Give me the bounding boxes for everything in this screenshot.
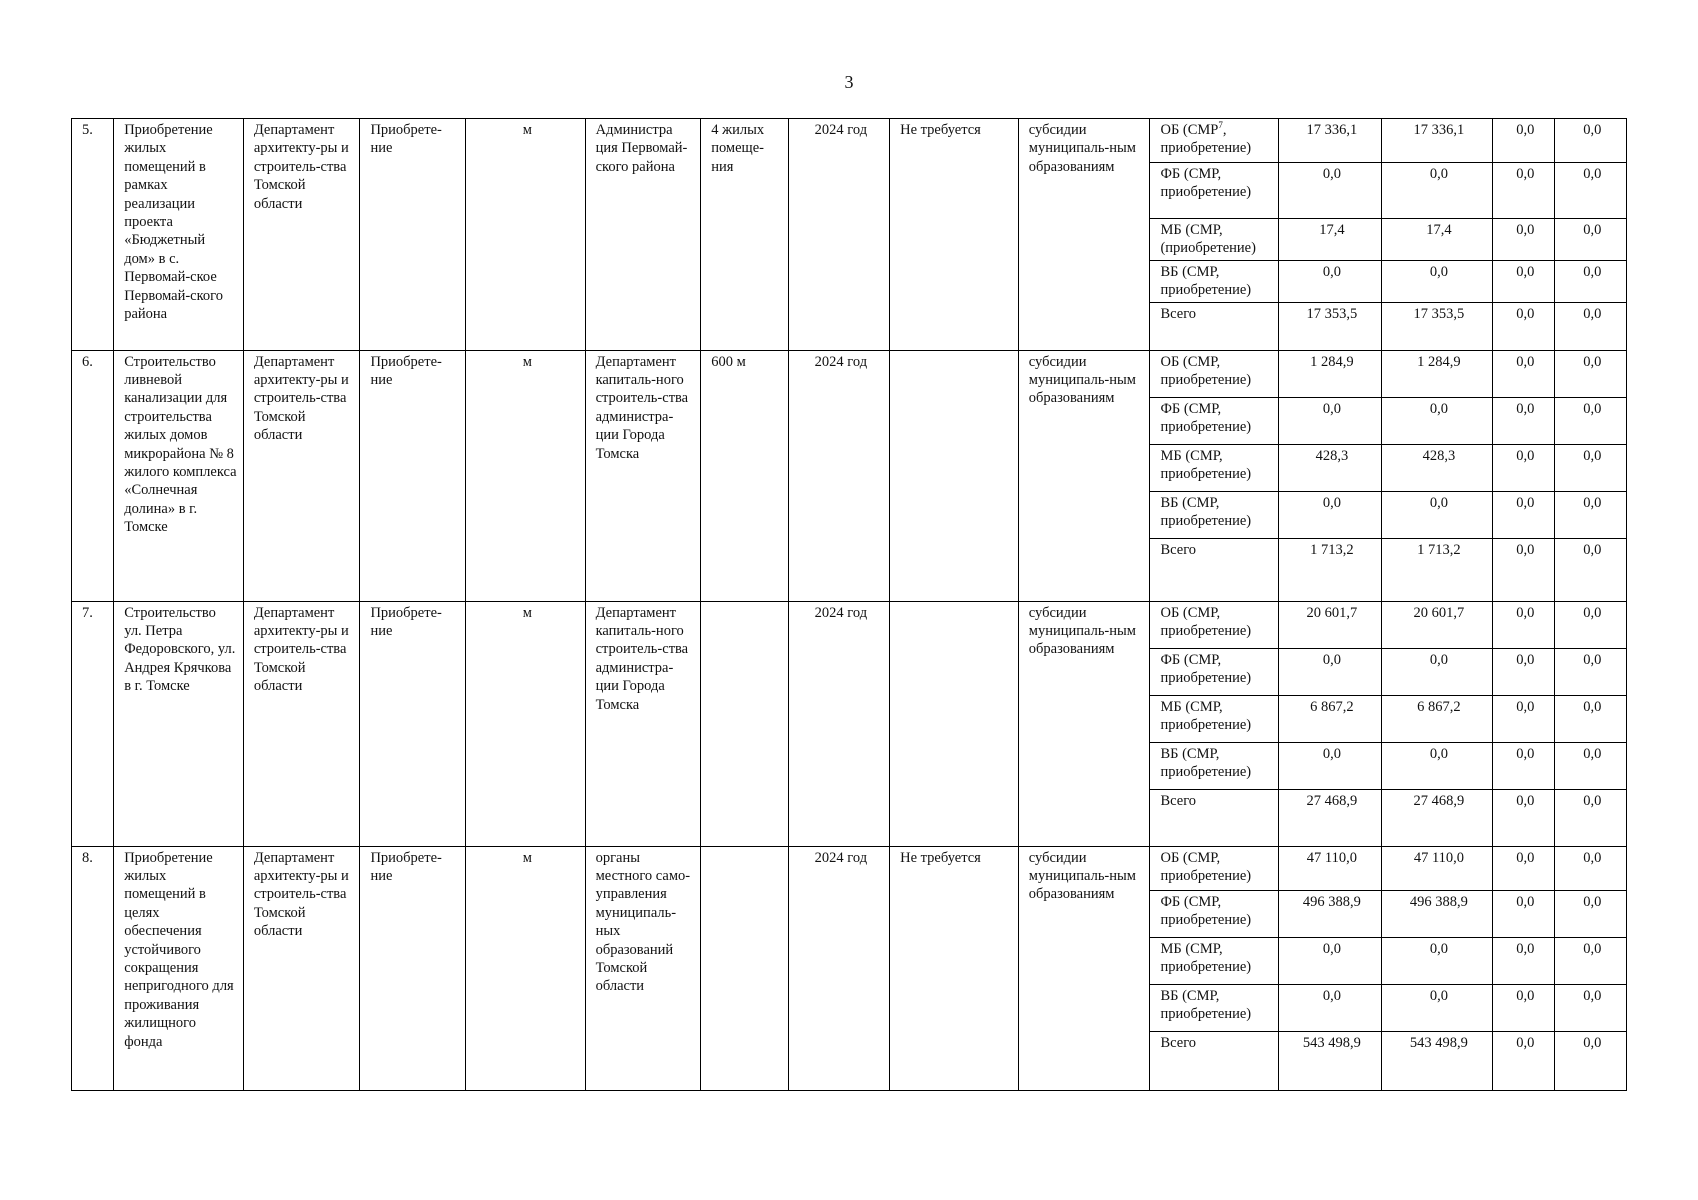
value-total: 27 468,9 xyxy=(1279,789,1382,846)
financing-form: субсидии муниципаль-ным образованиям xyxy=(1018,119,1150,351)
value-2024: 1 284,9 xyxy=(1381,350,1493,397)
table-row xyxy=(72,119,1627,163)
finance-source: Всего xyxy=(1150,789,1279,846)
financing-form: субсидии муниципаль-ным образованиям xyxy=(1018,601,1150,846)
work-type: Приобрете-ние xyxy=(360,119,466,351)
finance-source: ВБ (СМР, приобретение) xyxy=(1150,491,1279,538)
value-2025: 0,0 xyxy=(1493,984,1554,1031)
work-type: Приобрете-ние xyxy=(360,846,466,1090)
row-number: 5. xyxy=(72,119,114,351)
value-2026: 0,0 xyxy=(1554,1031,1626,1090)
expertise xyxy=(890,350,1019,601)
finance-source: МБ (СМР, приобретение) xyxy=(1150,937,1279,984)
value-2026: 0,0 xyxy=(1554,219,1626,261)
capacity: 4 жилых помеще-ния xyxy=(701,119,788,351)
unit: м xyxy=(465,846,585,1090)
value-2026: 0,0 xyxy=(1554,789,1626,846)
value-2026: 0,0 xyxy=(1554,601,1626,648)
page-number: 3 xyxy=(844,72,854,92)
value-2026: 0,0 xyxy=(1554,444,1626,491)
capacity xyxy=(701,846,788,1090)
value-2025: 0,0 xyxy=(1493,397,1554,444)
value-2024: 0,0 xyxy=(1381,397,1493,444)
value-2024: 496 388,9 xyxy=(1381,890,1493,937)
table-row xyxy=(72,350,1627,397)
value-2026: 0,0 xyxy=(1554,119,1626,163)
financing-form: субсидии муниципаль-ным образованиям xyxy=(1018,846,1150,1090)
project-name: Приобретение жилых помещений в целях обеспечения устойчивого сокращения непригодного для проживания жилищного фонда xyxy=(114,846,244,1090)
customer: Департамент капиталь-ного строитель-ства администра-ции Города Томска xyxy=(585,601,701,846)
row-number: 6. xyxy=(72,350,114,601)
value-2026: 0,0 xyxy=(1554,491,1626,538)
value-2025: 0,0 xyxy=(1493,444,1554,491)
value-total: 0,0 xyxy=(1279,648,1382,695)
value-total: 17 353,5 xyxy=(1279,302,1382,350)
value-2025: 0,0 xyxy=(1493,260,1554,302)
work-type: Приобрете-ние xyxy=(360,350,466,601)
value-2024: 20 601,7 xyxy=(1381,601,1493,648)
responsible-department: Департамент архитекту-ры и строитель-ства Томской области xyxy=(243,350,360,601)
row-number: 7. xyxy=(72,601,114,846)
value-total: 0,0 xyxy=(1279,937,1382,984)
value-2025: 0,0 xyxy=(1493,538,1554,601)
finance-source: МБ (СМР, приобретение) xyxy=(1150,695,1279,742)
work-type: Приобрете-ние xyxy=(360,601,466,846)
project-name: Строительство ул. Петра Федоровского, ул. Андрея Крячкова в г. Томске xyxy=(114,601,244,846)
value-2024: 6 867,2 xyxy=(1381,695,1493,742)
finance-source: ФБ (СМР, приобретение) xyxy=(1150,397,1279,444)
value-2025: 0,0 xyxy=(1493,219,1554,261)
finance-source: ОБ (СМР$^7$, приобретение) xyxy=(1150,119,1279,163)
value-total: 496 388,9 xyxy=(1279,890,1382,937)
customer: Департамент капиталь-ного строитель-ства администра-ции Города Томска xyxy=(585,350,701,601)
value-total: 20 601,7 xyxy=(1279,601,1382,648)
value-2024: 428,3 xyxy=(1381,444,1493,491)
value-total: 0,0 xyxy=(1279,397,1382,444)
value-2024: 0,0 xyxy=(1381,648,1493,695)
value-2025: 0,0 xyxy=(1493,890,1554,937)
finance-source: Всего xyxy=(1150,538,1279,601)
row-number: 8. xyxy=(72,846,114,1090)
investment-projects-table xyxy=(71,118,1627,1091)
financing-form: субсидии муниципаль-ным образованиям xyxy=(1018,350,1150,601)
value-2026: 0,0 xyxy=(1554,937,1626,984)
value-2025: 0,0 xyxy=(1493,846,1554,890)
value-2025: 0,0 xyxy=(1493,937,1554,984)
unit: м xyxy=(465,350,585,601)
value-2026: 0,0 xyxy=(1554,397,1626,444)
finance-source: МБ (СМР, (приобретение) xyxy=(1150,219,1279,261)
finance-source: ОБ (СМР, приобретение) xyxy=(1150,350,1279,397)
value-2024: 0,0 xyxy=(1381,260,1493,302)
value-total: 543 498,9 xyxy=(1279,1031,1382,1090)
value-total: 0,0 xyxy=(1279,260,1382,302)
value-2024: 0,0 xyxy=(1381,491,1493,538)
value-2024: 543 498,9 xyxy=(1381,1031,1493,1090)
value-2025: 0,0 xyxy=(1493,350,1554,397)
capacity xyxy=(701,601,788,846)
value-2024: 0,0 xyxy=(1381,937,1493,984)
finance-source: ФБ (СМР, приобретение) xyxy=(1150,890,1279,937)
value-2026: 0,0 xyxy=(1554,302,1626,350)
value-2024: 27 468,9 xyxy=(1381,789,1493,846)
capacity: 600 м xyxy=(701,350,788,601)
finance-source: МБ (СМР, приобретение) xyxy=(1150,444,1279,491)
footnote-mark: 7 xyxy=(1218,120,1223,131)
value-2026: 0,0 xyxy=(1554,846,1626,890)
value-2025: 0,0 xyxy=(1493,302,1554,350)
table-row xyxy=(72,601,1627,648)
value-2024: 17 336,1 xyxy=(1381,119,1493,163)
finance-source: ОБ (СМР, приобретение) xyxy=(1150,846,1279,890)
value-total: 428,3 xyxy=(1279,444,1382,491)
value-2026: 0,0 xyxy=(1554,695,1626,742)
responsible-department: Департамент архитекту-ры и строитель-ства Томской области xyxy=(243,601,360,846)
value-2025: 0,0 xyxy=(1493,163,1554,219)
project-name: Приобретение жилых помещений в рамках реализации проекта «Бюджетный дом» в с. Первомай-ское Первомай-ского района xyxy=(114,119,244,351)
value-2025: 0,0 xyxy=(1493,695,1554,742)
value-total: 47 110,0 xyxy=(1279,846,1382,890)
value-2025: 0,0 xyxy=(1493,789,1554,846)
responsible-department: Департамент архитекту-ры и строитель-ства Томской области xyxy=(243,119,360,351)
period: 2024 год xyxy=(788,350,890,601)
value-2025: 0,0 xyxy=(1493,1031,1554,1090)
expertise: Не требуется xyxy=(890,119,1019,351)
unit: м xyxy=(465,601,585,846)
period: 2024 год xyxy=(788,601,890,846)
value-total: 17,4 xyxy=(1279,219,1382,261)
value-total: 0,0 xyxy=(1279,163,1382,219)
value-total: 1 284,9 xyxy=(1279,350,1382,397)
value-2024: 17,4 xyxy=(1381,219,1493,261)
period: 2024 год xyxy=(788,119,890,351)
value-2025: 0,0 xyxy=(1493,119,1554,163)
value-2026: 0,0 xyxy=(1554,984,1626,1031)
value-2024: 0,0 xyxy=(1381,984,1493,1031)
period: 2024 год xyxy=(788,846,890,1090)
value-2026: 0,0 xyxy=(1554,350,1626,397)
value-total: 6 867,2 xyxy=(1279,695,1382,742)
customer: Администра ция Первомай-ского района xyxy=(585,119,701,351)
finance-source: ФБ (СМР, приобретение) xyxy=(1150,648,1279,695)
value-2024: 1 713,2 xyxy=(1381,538,1493,601)
value-2025: 0,0 xyxy=(1493,491,1554,538)
value-2025: 0,0 xyxy=(1493,742,1554,789)
finance-source: ОБ (СМР, приобретение) xyxy=(1150,601,1279,648)
finance-source: Всего xyxy=(1150,302,1279,350)
customer: органы местного само-управления муниципаль-ных образований Томской области xyxy=(585,846,701,1090)
value-2025: 0,0 xyxy=(1493,648,1554,695)
table-row xyxy=(72,846,1627,890)
value-2026: 0,0 xyxy=(1554,890,1626,937)
unit: м xyxy=(465,119,585,351)
value-total: 1 713,2 xyxy=(1279,538,1382,601)
value-2025: 0,0 xyxy=(1493,601,1554,648)
value-2024: 47 110,0 xyxy=(1381,846,1493,890)
value-2026: 0,0 xyxy=(1554,742,1626,789)
value-2026: 0,0 xyxy=(1554,648,1626,695)
responsible-department: Департамент архитекту-ры и строитель-ства Томской области xyxy=(243,846,360,1090)
expertise: Не требуется xyxy=(890,846,1019,1090)
value-2024: 0,0 xyxy=(1381,163,1493,219)
finance-source: ВБ (СМР, приобретение) xyxy=(1150,742,1279,789)
value-total: 17 336,1 xyxy=(1279,119,1382,163)
value-2024: 0,0 xyxy=(1381,742,1493,789)
project-name: Строительство ливневой канализации для строительства жилых домов микрорайона № 8 жилого комплекса «Солнечная долина» в г. Томске xyxy=(114,350,244,601)
value-2024: 17 353,5 xyxy=(1381,302,1493,350)
value-total: 0,0 xyxy=(1279,984,1382,1031)
finance-source: Всего xyxy=(1150,1031,1279,1090)
finance-source: ФБ (СМР, приобретение) xyxy=(1150,163,1279,219)
value-total: 0,0 xyxy=(1279,491,1382,538)
value-total: 0,0 xyxy=(1279,742,1382,789)
value-2026: 0,0 xyxy=(1554,163,1626,219)
value-2026: 0,0 xyxy=(1554,260,1626,302)
finance-source: ВБ (СМР, приобретение) xyxy=(1150,260,1279,302)
value-2026: 0,0 xyxy=(1554,538,1626,601)
finance-source: ВБ (СМР, приобретение) xyxy=(1150,984,1279,1031)
expertise xyxy=(890,601,1019,846)
